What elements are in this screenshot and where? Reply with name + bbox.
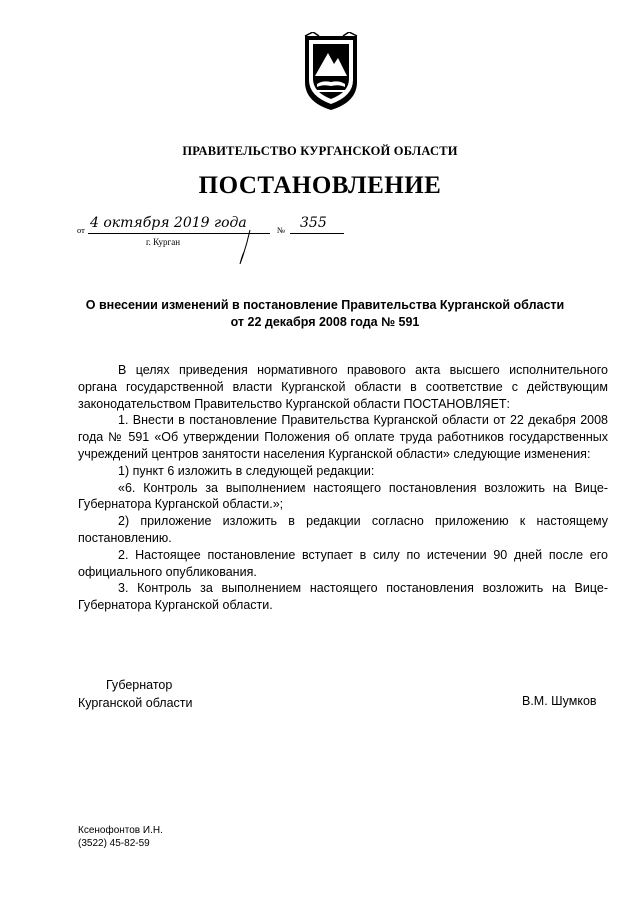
document-subject	[40, 297, 610, 331]
date-handwritten: 4 октября 2019 года	[90, 215, 247, 231]
body-paragraph: 1. Внести в постановление Правительства Курганской области от 22 декабря 2008 года № 591 «Об утверждении Положения об оплате труда работников государственных учреждений центров занятости населения Курганской области» следующие изменения:	[78, 413, 608, 461]
number-handwritten: 355	[300, 215, 327, 231]
body-paragraph: 3. Контроль за выполнением настоящего постановления возложить на Вице-Губернатора Курганской области.	[78, 581, 608, 613]
subject-line-2: от 22 декабря 2008 года № 591	[230, 315, 420, 329]
executor-info	[78, 824, 163, 850]
handwritten-mark	[228, 228, 258, 268]
signature-title-line-1: Губернатор	[106, 678, 173, 692]
body-paragraph: 2) приложение изложить в редакции согласно приложению к настоящему постановлению.	[78, 514, 608, 545]
signature-title-line-2: Курганской области	[78, 696, 193, 710]
document-type-title: ПОСТАНОВЛЕНИЕ	[198, 172, 442, 199]
organization-name: ПРАВИТЕЛЬСТВО КУРГАНСКОЙ ОБЛАСТИ	[182, 144, 458, 158]
body-paragraph: «6. Контроль за выполнением настоящего постановления возложить на Вице-Губернатора Курганской области.»;	[78, 480, 608, 512]
body-paragraph: В целях приведения нормативного правового акта высшего исполнительного органа государственной власти Курганской области в соответствие с действующим законодательством Правительство Курганской области ПОСТАНОВЛЯЕТ:	[78, 363, 608, 411]
number-underline	[290, 233, 344, 234]
executor-name: Ксенофонтов И.Н.	[78, 825, 163, 836]
body-paragraph: 1) пункт 6 изложить в следующей редакции:	[118, 463, 375, 478]
document-body	[78, 362, 608, 614]
body-paragraph: 2. Настоящее постановление вступает в силу по истечении 90 дней после его официального опубликования.	[78, 547, 608, 579]
coat-of-arms-emblem	[301, 32, 361, 114]
place-of-issue: г. Курган	[146, 237, 181, 247]
date-prefix: от	[77, 225, 85, 235]
executor-phone: (3522) 45-82-59	[78, 838, 150, 849]
number-prefix: №	[277, 225, 286, 235]
signature-title	[78, 676, 193, 712]
subject-line-1: О внесении изменений в постановление Правительства Курганской области	[85, 298, 565, 312]
signatory-name: В.М. Шумков	[522, 694, 597, 708]
